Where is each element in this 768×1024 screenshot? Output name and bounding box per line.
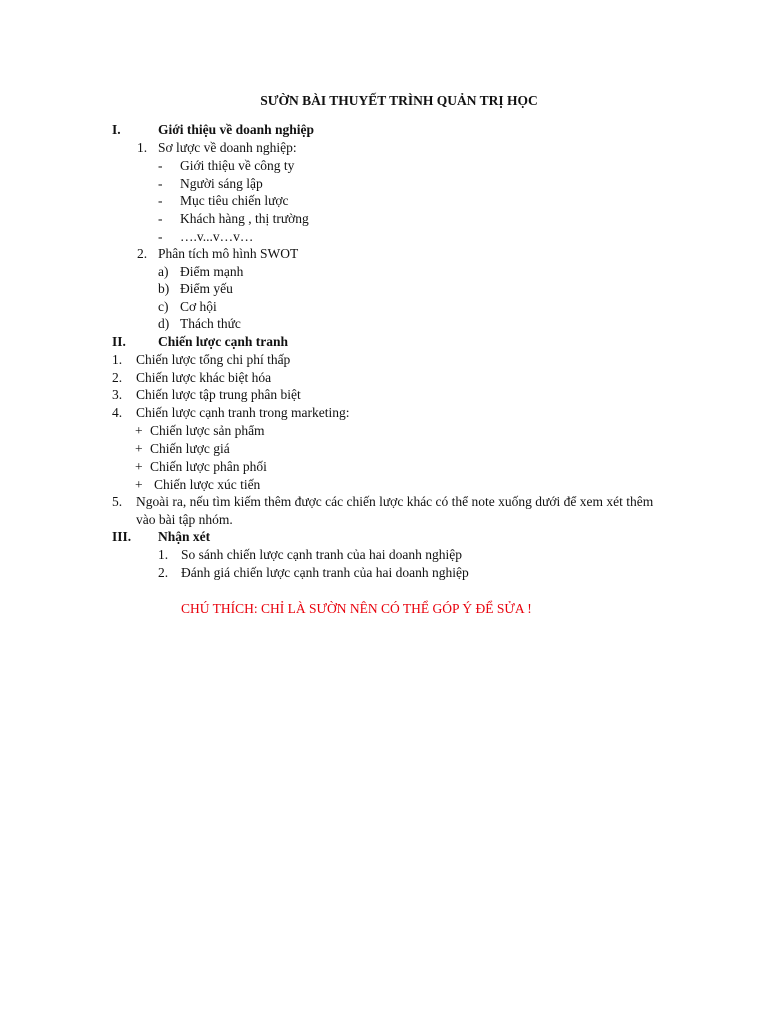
list-item-continuation: vào bài tập nhóm. <box>136 512 233 527</box>
item-number: 2. <box>112 370 123 385</box>
item-number: 2. <box>137 246 148 261</box>
subitem: Điểm yếu <box>180 281 233 296</box>
note-text: CHÚ THÍCH: CHỈ LÀ SƯỜN NÊN CÓ THỂ GÓP Ý ĐỂ SỬA ! <box>181 601 532 616</box>
subitem-marker: a) <box>158 264 169 279</box>
subitem: Khách hàng , thị trường <box>180 211 309 226</box>
subitem: Chiến lược xúc tiến <box>154 477 261 492</box>
subitem-marker: - <box>158 193 163 208</box>
subitem: Thách thức <box>180 316 241 331</box>
subitem-marker: + <box>135 477 143 492</box>
list-item: Phân tích mô hình SWOT <box>158 246 299 261</box>
section-2-numeral: II. <box>112 334 126 349</box>
subitem-marker: - <box>158 211 163 226</box>
subitem-marker: + <box>135 441 143 456</box>
subitem: ….v...v…v… <box>180 229 254 244</box>
item-number: 1. <box>158 547 169 562</box>
subitem-marker: - <box>158 229 163 244</box>
item-number: 2. <box>158 565 169 580</box>
subitem: Chiến lược sản phẩm <box>150 423 265 438</box>
list-item: Chiến lược tập trung phân biệt <box>136 387 301 402</box>
subitem: Người sáng lập <box>180 176 263 191</box>
subitem-marker: b) <box>158 281 170 296</box>
list-item: So sánh chiến lược cạnh tranh của hai doanh nghiệp <box>181 547 462 562</box>
list-item: Ngoài ra, nếu tìm kiếm thêm được các chiến lược khác có thể note xuống dưới để xem xét thêm <box>136 494 654 509</box>
section-3-numeral: III. <box>112 529 132 544</box>
item-number: 1. <box>137 140 148 155</box>
document-title: SƯỜN BÀI THUYẾT TRÌNH QUẢN TRỊ HỌC <box>260 93 538 108</box>
subitem: Chiến lược phân phối <box>150 459 267 474</box>
subitem-marker: d) <box>158 316 170 331</box>
section-2-heading: Chiến lược cạnh tranh <box>158 334 288 349</box>
list-item: Sơ lược về doanh nghiệp: <box>158 140 297 155</box>
list-item: Chiến lược khác biệt hóa <box>136 370 272 385</box>
item-number: 3. <box>112 387 123 402</box>
item-number: 4. <box>112 405 123 420</box>
subitem: Điểm mạnh <box>180 264 244 279</box>
subitem-marker: - <box>158 158 163 173</box>
list-item: Chiến lược tổng chi phí thấp <box>136 352 291 367</box>
subitem-marker: c) <box>158 299 169 314</box>
subitem-marker: + <box>135 459 143 474</box>
section-1-heading: Giới thiệu về doanh nghiệp <box>158 122 315 137</box>
subitem-marker: + <box>135 423 143 438</box>
section-1-numeral: I. <box>112 122 121 137</box>
subitem-marker: - <box>158 176 163 191</box>
subitem: Chiến lược giá <box>150 441 230 456</box>
subitem: Mục tiêu chiến lược <box>180 193 289 208</box>
item-number: 1. <box>112 352 123 367</box>
item-number: 5. <box>112 494 123 509</box>
list-item: Chiến lược cạnh tranh trong marketing: <box>136 405 350 420</box>
list-item: Đánh giá chiến lược cạnh tranh của hai doanh nghiệp <box>181 565 469 580</box>
subitem: Cơ hội <box>180 299 217 314</box>
subitem: Giới thiệu về công ty <box>180 158 295 173</box>
section-3-heading: Nhận xét <box>158 529 211 544</box>
